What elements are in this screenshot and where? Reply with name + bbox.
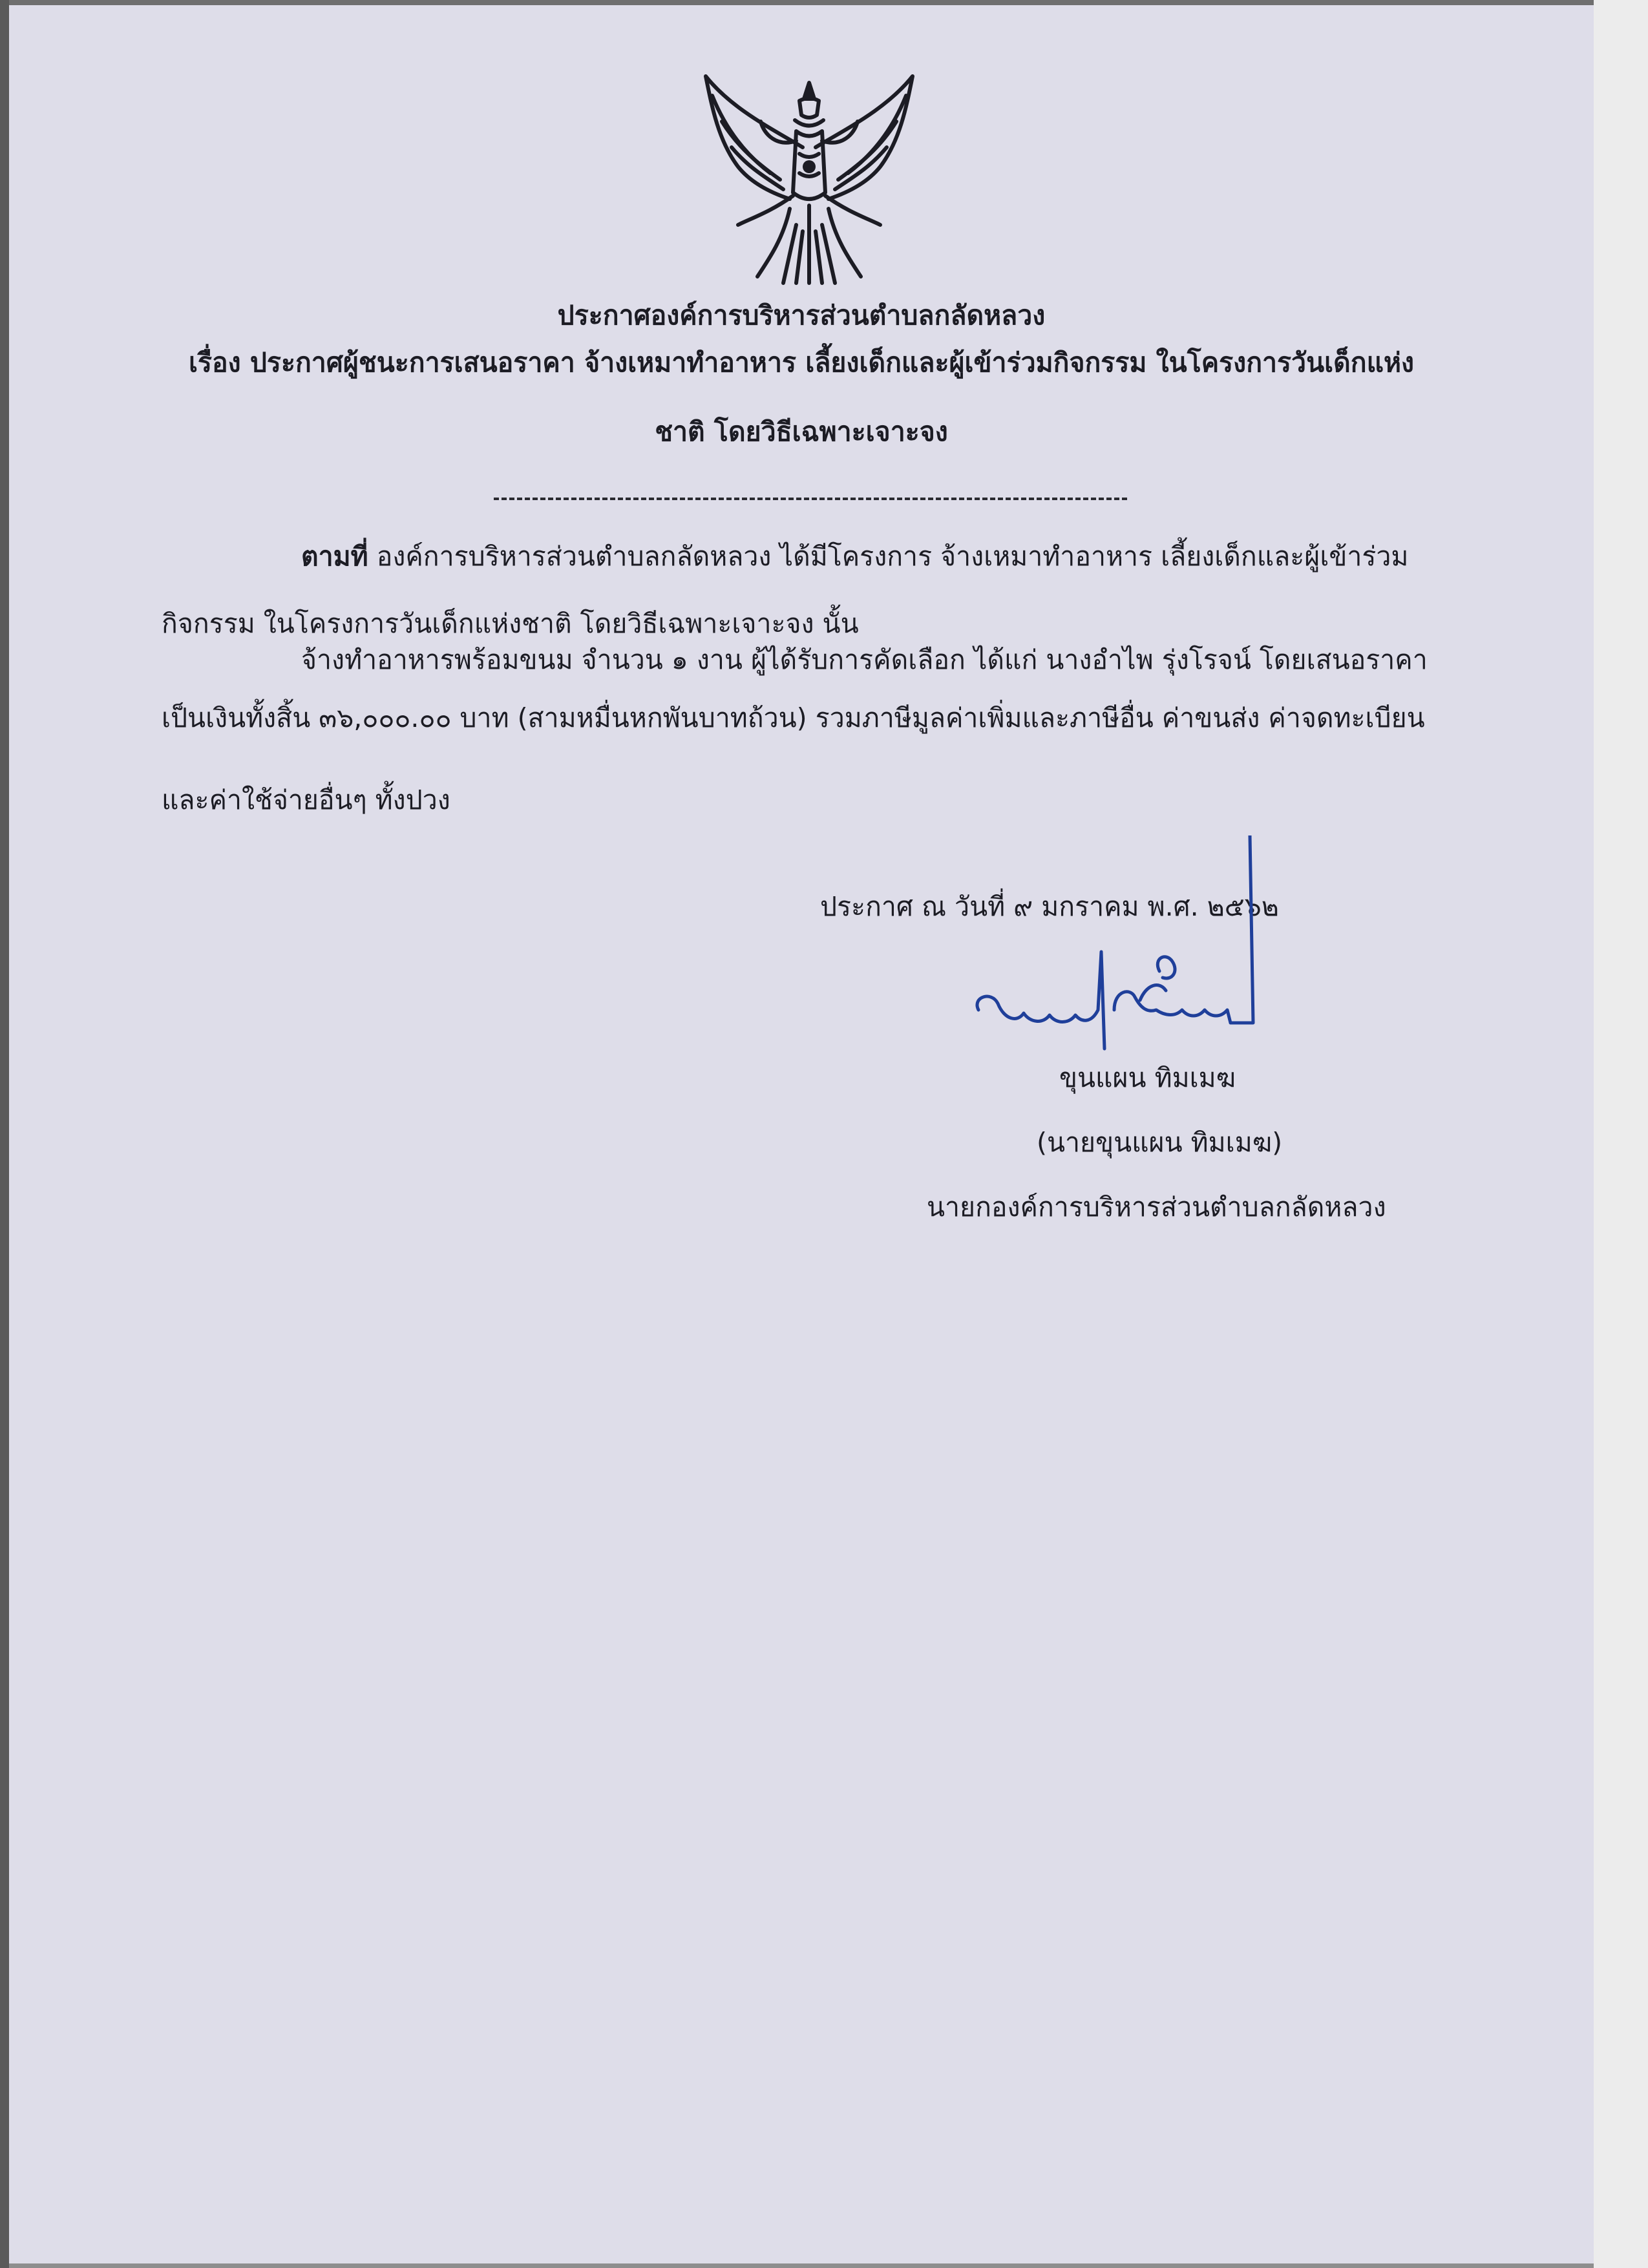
garuda-emblem-icon [693, 70, 925, 302]
paragraph-1-line-2: กิจกรรม ในโครงการวันเด็กแห่งชาติ โดยวิธีเฉพาะเจาะจง นั้น [162, 608, 859, 639]
paragraph-1-line-1-text: องค์การบริหารส่วนตำบลกลัดหลวง ได้มีโครงการ จ้างเหมาทำอาหาร เลี้ยงเด็กและผู้เข้าร่วม [368, 541, 1409, 572]
title-divider [494, 498, 1127, 500]
signer-position: นายกองค์การบริหารส่วนตำบลกลัดหลวง [927, 1192, 1386, 1223]
paragraph-2-line-1: จ้างทำอาหารพร้อมขนม จำนวน ๑ งาน ผู้ได้รับการคัดเลือก ได้แก่ นางอำไพ รุ่งโรจน์ โดยเสนอราคา [301, 644, 1428, 675]
signer-full-name: (นายขุนแผน ทิมเมฆ) [1037, 1127, 1283, 1158]
signer-name: ขุนแผน ทิมเมฆ [1059, 1062, 1236, 1093]
paragraph-1-lead: ตามที่ [301, 541, 368, 572]
announcement-date: ประกาศ ณ วันที่ ๙ มกราคม พ.ศ. ๒๕๖๒ [820, 891, 1279, 922]
subject-line-1: เรื่อง ประกาศผู้ชนะการเสนอราคา จ้างเหมาทำอาหาร เลี้ยงเด็กและผู้เข้าร่วมกิจกรรม ในโครงการวันเด็กแห่ง [188, 347, 1415, 378]
announcement-title: ประกาศองค์การบริหารส่วนตำบลกลัดหลวง [557, 300, 1046, 331]
paragraph-1-line-1 [301, 543, 1408, 570]
subject-line-2: ชาติ โดยวิธีเฉพาะเจาะจง [655, 416, 948, 447]
scan-edge-right [1594, 0, 1648, 2268]
handwritten-signature [966, 835, 1353, 1055]
scan-edge-left [0, 0, 9, 2268]
paragraph-2-line-2: เป็นเงินทั้งสิ้น ๓๖,๐๐๐.๐๐ บาท (สามหมื่นหกพันบาทถ้วน) รวมภาษีมูลค่าเพิ่มและภาษีอื่น ค่าขนส่ง ค่าจดทะเบียน [162, 702, 1425, 733]
document-page [9, 5, 1594, 2263]
paragraph-2-line-3: และค่าใช้จ่ายอื่นๆ ทั้งปวง [162, 784, 450, 815]
